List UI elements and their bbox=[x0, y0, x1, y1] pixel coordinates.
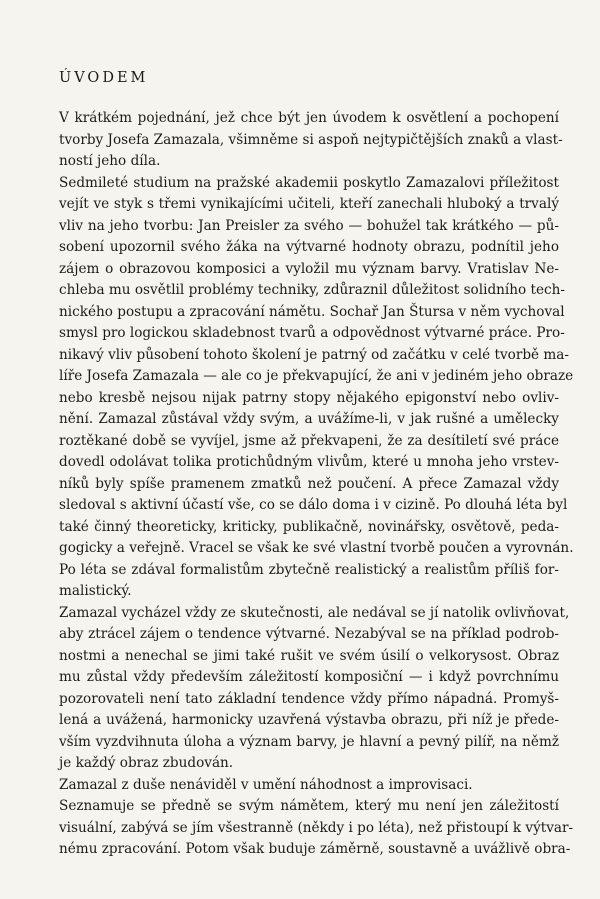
text-line: sledoval s aktivní účastí vše, co se dálo doma i v cizině. Po dlouhá léta byl bbox=[59, 497, 568, 513]
text-line: gogicky a veřejně. Vracel se však ke své vlastní tvorbě poučen a vyrovnán. bbox=[59, 540, 574, 556]
body-text bbox=[59, 108, 574, 861]
text-line: líře Josefa Zamazala — ale co je překvapující, že ani v jediném jeho obraze bbox=[59, 368, 574, 384]
text-line: V krátkém pojednání, jež chce být jen úvodem k osvětlení a pochopení bbox=[59, 110, 559, 126]
text-line: smysl pro logickou skladebnost tvarů a odpovědnost výtvarné práce. Pro- bbox=[59, 325, 565, 341]
text-line: zájem o obrazovou komposici a vyložil mu význam barvy. Vratislav Ne- bbox=[59, 260, 559, 277]
text-line: Sedmileté studium na pražské akademii poskytlo Zamazalovi příležitost bbox=[59, 174, 559, 191]
text-line: roztěkané době se vyvíjel, jsme až překvapeni, že za desítiletí své práce bbox=[59, 432, 559, 449]
text-line: nostmi a nenechal se jimi také rušit ve svém úsilí o velkorysost. Obraz bbox=[59, 647, 559, 664]
text-line: Seznamuje se předně se svým námětem, který mu není jen záležitostí bbox=[59, 798, 559, 814]
text-line: nému zpracování. Potom však buduje záměrně, soustavně a uvážlivě obra- bbox=[59, 841, 571, 857]
text-line: Zamazal z duše nenáviděl v umění náhodnost a improvisaci. bbox=[59, 776, 473, 793]
chapter-heading: ÚVODEM bbox=[59, 70, 149, 86]
text-line: visuální, zabývá se jím všestranně (někdy i po léta), než přistoupí k výtvar- bbox=[59, 819, 574, 836]
text-line: ností jeho díla. bbox=[59, 153, 161, 169]
text-line: nebo kresbě nejsou nijak patrny stopy nějakého epigonství nebo ovliv- bbox=[59, 389, 559, 406]
text-line: Zamazal vycházel vždy ze skutečnosti, ale nedával se jí natolik ovlivňovat, bbox=[59, 604, 570, 621]
text-line: lená a uvážená, harmonicky uzavřená výstavba obrazu, při níž je přede- bbox=[59, 712, 559, 728]
text-line: pozorovateli není tato základní tendence vždy přímo nápadná. Promyš- bbox=[59, 690, 559, 707]
text-line: vejít ve styk s třemi vynikajícími učiteli, kteří zanechali hluboký a trvalý bbox=[59, 196, 559, 212]
text-line: tvorby Josefa Zamazala, všimněme si aspoň nejtypičtějších znaků a vlast- bbox=[59, 131, 563, 148]
text-line: níků byly spíše pramenem zmatků než poučení. A přece Zamazal vždy bbox=[59, 475, 559, 492]
text-line: vším vyzdvihnuta úloha a význam barvy, je hlavní a pevný pilíř, na němž bbox=[59, 733, 559, 750]
text-line: je každý obraz zbudován. bbox=[59, 755, 234, 771]
text-line: mu zůstal vždy především záležitostí komposiční — i když povrchnímu bbox=[59, 669, 559, 685]
text-line: Po léta se zdával formalistům zbytečně realistický a realistům příliš for- bbox=[59, 561, 559, 578]
text-line: vliv na jeho tvorbu: Jan Preisler za svého — bohužel tak krátkého — pů- bbox=[59, 217, 559, 234]
text-line: chleba mu osvětlil problémy techniky, zdůraznil důležitost solidního tech- bbox=[59, 282, 565, 298]
text-line: také činný theoreticky, kriticky, publikačně, novinářsky, osvětově, peda- bbox=[59, 518, 559, 535]
text-line: nění. Zamazal zůstával vždy svým, a uvážíme-li, v jak rušné a umělecky bbox=[59, 411, 559, 427]
text-line: dovedl odolávat tolika protichůdným vlivům, které u mnoha jeho vrstev- bbox=[59, 454, 559, 470]
text-line: malistický. bbox=[59, 583, 132, 599]
text-line: sobení upozornil svého žáka na výtvarné hodnoty obrazu, podnítil jeho bbox=[59, 239, 559, 255]
text-line: aby ztrácel zájem o tendence výtvarné. Nezabýval se na příklad podrob- bbox=[59, 626, 559, 642]
text-line: nického postupu a zpracování námětu. Sochař Jan Štursa v něm vychoval bbox=[59, 303, 565, 320]
text-line: nikavý vliv působení tohoto školení je patrný od začátku v celé tvorbě ma- bbox=[59, 346, 569, 363]
